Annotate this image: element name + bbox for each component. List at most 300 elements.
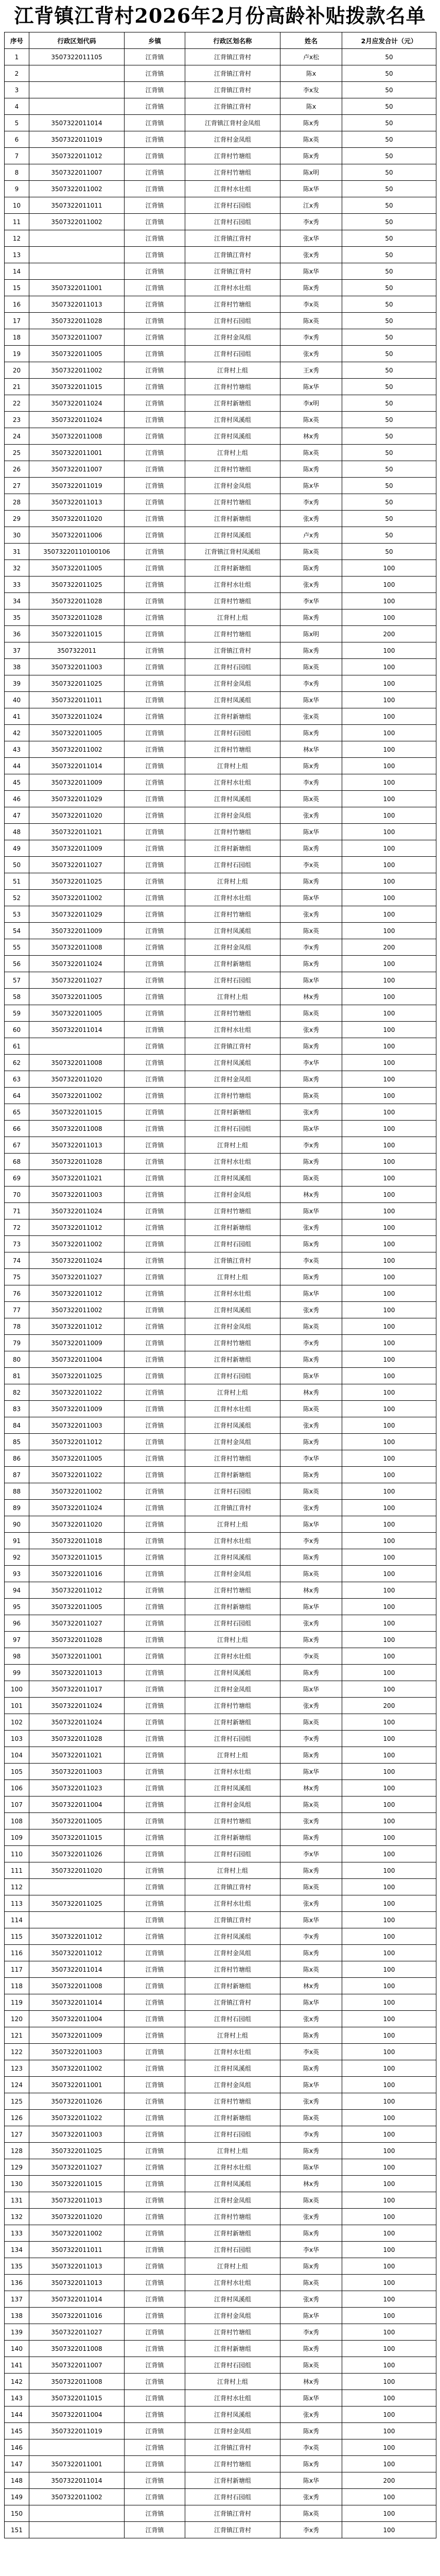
- cell-division-code: 3507322011002: [29, 1483, 125, 1500]
- cell-index: 135: [5, 2258, 29, 2275]
- cell-division-code: 3507322011024: [29, 412, 125, 428]
- cell-name: 李x明: [280, 395, 342, 412]
- table-row: [5, 2159, 436, 2176]
- cell-division-name: 江背村竹塘组: [185, 1582, 280, 1599]
- cell-division-code: [29, 2522, 125, 2538]
- table-row: [5, 2143, 436, 2159]
- table-row: [5, 1599, 436, 1615]
- cell-township: 江背镇: [125, 362, 185, 379]
- cell-amount: 100: [342, 1945, 436, 1961]
- cell-division-code: 3507322011014: [29, 1961, 125, 1978]
- cell-division-name: 江背村水壮组: [185, 774, 280, 791]
- cell-township: 江背镇: [125, 2093, 185, 2110]
- cell-index: 132: [5, 2209, 29, 2225]
- cell-division-name: 江背镇江背村: [185, 247, 280, 263]
- cell-name: 李x华: [280, 593, 342, 609]
- cell-name: 陈x英: [280, 791, 342, 807]
- cell-division-name: 江背村金凤组: [185, 1071, 280, 1088]
- cell-division-name: 江背村新塘组: [185, 1351, 280, 1368]
- cell-index: 98: [5, 1648, 29, 1665]
- cell-division-code: 3507322011005: [29, 1599, 125, 1615]
- cell-amount: 100: [342, 1187, 436, 1203]
- cell-amount: 50: [342, 395, 436, 412]
- cell-amount: 100: [342, 923, 436, 939]
- table-row: [5, 2060, 436, 2077]
- cell-name: 李x秀: [280, 774, 342, 791]
- cell-township: 江背镇: [125, 1698, 185, 1714]
- cell-name: 张x秀: [280, 346, 342, 362]
- cell-division-code: 3507322011012: [29, 1582, 125, 1599]
- cell-township: 江背镇: [125, 1467, 185, 1483]
- cell-amount: 100: [342, 2374, 436, 2390]
- cell-index: 51: [5, 873, 29, 890]
- cell-township: 江背镇: [125, 478, 185, 494]
- table-row: [5, 1912, 436, 1928]
- cell-amount: 100: [342, 1055, 436, 1071]
- table-row: [5, 230, 436, 247]
- table-row: [5, 972, 436, 989]
- table-row: [5, 1879, 436, 1895]
- cell-amount: 100: [342, 1978, 436, 1994]
- cell-division-name: 江背村石园组: [185, 1731, 280, 1747]
- cell-name: 李x秀: [280, 939, 342, 956]
- cell-index: 91: [5, 1533, 29, 1549]
- table-row: [5, 1252, 436, 1269]
- header-amount: 2月应发合计（元）: [342, 32, 436, 49]
- cell-name: 陈x秀: [280, 1236, 342, 1252]
- cell-index: 74: [5, 1252, 29, 1269]
- cell-division-code: 3507322011024: [29, 1714, 125, 1731]
- cell-township: 江背镇: [125, 741, 185, 758]
- cell-division-code: 3507322011022: [29, 1384, 125, 1401]
- cell-name: 陈x秀: [280, 642, 342, 659]
- cell-township: 江背镇: [125, 494, 185, 511]
- cell-index: 8: [5, 164, 29, 181]
- table-row: [5, 1698, 436, 1714]
- cell-division-code: 3507322011028: [29, 593, 125, 609]
- cell-division-name: 江背村凤溪组: [185, 2406, 280, 2423]
- cell-name: 陈x秀: [280, 1351, 342, 1368]
- cell-name: 张x秀: [280, 1219, 342, 1236]
- cell-division-name: 江背镇江背村: [185, 1912, 280, 1928]
- cell-division-code: 3507322011015: [29, 2390, 125, 2406]
- table-row: [5, 296, 436, 313]
- cell-amount: 100: [342, 1384, 436, 1401]
- cell-index: 137: [5, 2291, 29, 2308]
- cell-name: 陈x秀: [280, 1549, 342, 1566]
- cell-name: 李x秀: [280, 214, 342, 230]
- cell-name: 陈x英: [280, 1401, 342, 1417]
- cell-index: 100: [5, 1681, 29, 1698]
- table-row: [5, 1846, 436, 1862]
- cell-division-name: 江背村金凤组: [185, 1318, 280, 1335]
- cell-division-name: 江背村石园组: [185, 972, 280, 989]
- cell-amount: 100: [342, 1005, 436, 1022]
- cell-name: 陈x秀: [280, 609, 342, 626]
- cell-name: 陈x华: [280, 1764, 342, 1780]
- cell-index: 94: [5, 1582, 29, 1599]
- table-row: [5, 1055, 436, 1071]
- cell-amount: 100: [342, 2126, 436, 2143]
- cell-name: 李x英: [280, 2044, 342, 2060]
- cell-index: 39: [5, 675, 29, 692]
- cell-index: 33: [5, 577, 29, 593]
- cell-amount: 50: [342, 181, 436, 197]
- cell-index: 30: [5, 527, 29, 544]
- cell-division-name: 江背村新塘组: [185, 1467, 280, 1483]
- cell-township: 江背镇: [125, 1731, 185, 1747]
- cell-amount: 100: [342, 906, 436, 923]
- cell-division-name: 江背村新塘组: [185, 1978, 280, 1994]
- cell-name: 张x秀: [280, 1895, 342, 1912]
- cell-amount: 100: [342, 1137, 436, 1154]
- cell-township: 江背镇: [125, 1055, 185, 1071]
- cell-name: 张x秀: [280, 1022, 342, 1038]
- cell-name: 陈x秀: [280, 725, 342, 741]
- cell-division-name: 江背镇江背村凤溪组: [185, 544, 280, 560]
- cell-division-name: 江背村新塘组: [185, 2472, 280, 2489]
- cell-township: 江背镇: [125, 247, 185, 263]
- cell-division-name: 江背村凤溪组: [185, 1170, 280, 1187]
- table-row: [5, 1500, 436, 1516]
- cell-amount: 100: [342, 1566, 436, 1582]
- cell-name: 张x秀: [280, 1813, 342, 1829]
- table-row: [5, 560, 436, 577]
- cell-amount: 200: [342, 2472, 436, 2489]
- cell-name: 李x秀: [280, 1533, 342, 1549]
- cell-amount: 50: [342, 280, 436, 296]
- cell-name: 陈x秀: [280, 2060, 342, 2077]
- cell-division-name: 江背村金凤组: [185, 131, 280, 148]
- cell-name: 李x秀: [280, 1928, 342, 1945]
- cell-division-name: 江背村竹塘组: [185, 2093, 280, 2110]
- cell-township: 江背镇: [125, 1401, 185, 1417]
- table-row: [5, 1632, 436, 1648]
- cell-division-code: 3507322011012: [29, 1945, 125, 1961]
- cell-division-name: 江背村水壮组: [185, 1285, 280, 1302]
- cell-name: 张x秀: [280, 2291, 342, 2308]
- cell-amount: 100: [342, 659, 436, 675]
- table-row: [5, 741, 436, 758]
- cell-township: 江背镇: [125, 791, 185, 807]
- cell-township: 江背镇: [125, 1615, 185, 1632]
- cell-township: 江背镇: [125, 890, 185, 906]
- document-title: 江背镇江背村2026年2月份高龄补贴拨款名单: [14, 4, 426, 27]
- cell-index: 126: [5, 2110, 29, 2126]
- table-row: [5, 2406, 436, 2423]
- cell-index: 123: [5, 2060, 29, 2077]
- cell-name: 陈x英: [280, 544, 342, 560]
- cell-name: 陈x秀: [280, 148, 342, 164]
- cell-index: 113: [5, 1895, 29, 1912]
- cell-division-code: 3507322011014: [29, 2472, 125, 2489]
- cell-division-code: 3507322011005: [29, 989, 125, 1005]
- cell-name: 陈x英: [280, 923, 342, 939]
- cell-division-code: 3507322011012: [29, 1434, 125, 1450]
- cell-index: 37: [5, 642, 29, 659]
- cell-name: 李x秀: [280, 2126, 342, 2143]
- table-row: [5, 329, 436, 346]
- cell-name: 陈x秀: [280, 1434, 342, 1450]
- cell-name: 张x秀: [280, 1302, 342, 1318]
- cell-division-code: 3507322011008: [29, 1978, 125, 1994]
- cell-amount: 100: [342, 774, 436, 791]
- cell-township: 江背镇: [125, 1203, 185, 1219]
- cell-township: 江背镇: [125, 2406, 185, 2423]
- cell-amount: 100: [342, 1500, 436, 1516]
- cell-amount: 100: [342, 2456, 436, 2472]
- cell-division-name: 江背村新塘组: [185, 2225, 280, 2242]
- cell-township: 江背镇: [125, 2242, 185, 2258]
- cell-index: 38: [5, 659, 29, 675]
- cell-division-name: 江背村竹塘组: [185, 148, 280, 164]
- cell-index: 134: [5, 2242, 29, 2258]
- cell-name: 李x秀: [280, 675, 342, 692]
- table-row: [5, 824, 436, 840]
- cell-division-code: 3507322011009: [29, 774, 125, 791]
- cell-index: 147: [5, 2456, 29, 2472]
- cell-division-name: 江背村上组: [185, 362, 280, 379]
- cell-name: 陈x华: [280, 263, 342, 280]
- cell-division-name: 江背镇江背村: [185, 2505, 280, 2522]
- cell-division-code: 3507322011025: [29, 1368, 125, 1384]
- cell-index: 106: [5, 1780, 29, 1797]
- subsidy-table: [4, 32, 436, 2538]
- cell-name: 卢x松: [280, 49, 342, 65]
- cell-index: 53: [5, 906, 29, 923]
- cell-division-code: 3507322011001: [29, 2456, 125, 2472]
- table-row: [5, 2505, 436, 2522]
- cell-division-name: 江背村新塘组: [185, 1599, 280, 1615]
- cell-amount: 100: [342, 956, 436, 972]
- cell-amount: 100: [342, 741, 436, 758]
- cell-index: 127: [5, 2126, 29, 2143]
- table-row: [5, 2472, 436, 2489]
- cell-amount: 100: [342, 1269, 436, 1285]
- table-row: [5, 1137, 436, 1154]
- cell-index: 9: [5, 181, 29, 197]
- cell-division-name: 江背村石园组: [185, 2011, 280, 2027]
- cell-amount: 100: [342, 2341, 436, 2357]
- cell-township: 江背镇: [125, 2258, 185, 2275]
- cell-index: 61: [5, 1038, 29, 1055]
- cell-division-name: 江背村竹塘组: [185, 2324, 280, 2341]
- cell-township: 江背镇: [125, 296, 185, 313]
- cell-amount: 100: [342, 2390, 436, 2406]
- cell-division-code: 3507322011007: [29, 2357, 125, 2374]
- table-row: [5, 1549, 436, 1566]
- cell-township: 江背镇: [125, 1599, 185, 1615]
- table-row: [5, 478, 436, 494]
- cell-township: 江背镇: [125, 1780, 185, 1797]
- cell-division-name: 江背村竹塘组: [185, 626, 280, 642]
- cell-township: 江背镇: [125, 2324, 185, 2341]
- cell-name: 陈x秀: [280, 873, 342, 890]
- table-row: [5, 1681, 436, 1698]
- cell-amount: 100: [342, 708, 436, 725]
- cell-township: 江背镇: [125, 1434, 185, 1450]
- table-row: [5, 82, 436, 98]
- cell-index: 128: [5, 2143, 29, 2159]
- table-row: [5, 2423, 436, 2439]
- cell-amount: 100: [342, 1516, 436, 1533]
- cell-amount: 50: [342, 362, 436, 379]
- cell-division-name: 江背村新塘组: [185, 1714, 280, 1731]
- cell-township: 江背镇: [125, 2077, 185, 2093]
- cell-township: 江背镇: [125, 1797, 185, 1813]
- cell-township: 江背镇: [125, 1137, 185, 1154]
- cell-index: 22: [5, 395, 29, 412]
- cell-division-code: [29, 1912, 125, 1928]
- cell-amount: 50: [342, 214, 436, 230]
- cell-amount: 50: [342, 461, 436, 478]
- cell-index: 43: [5, 741, 29, 758]
- table-row: [5, 1895, 436, 1912]
- cell-division-code: 3507322011029: [29, 791, 125, 807]
- cell-amount: 100: [342, 609, 436, 626]
- cell-division-code: 3507322011004: [29, 1797, 125, 1813]
- cell-name: 陈x华: [280, 1516, 342, 1533]
- cell-township: 江背镇: [125, 2044, 185, 2060]
- cell-division-code: 3507322011013: [29, 494, 125, 511]
- cell-township: 江背镇: [125, 346, 185, 362]
- cell-index: 90: [5, 1516, 29, 1533]
- cell-name: 陈x英: [280, 1318, 342, 1335]
- cell-index: 130: [5, 2176, 29, 2192]
- cell-index: 89: [5, 1500, 29, 1516]
- cell-division-name: 江背村竹塘组: [185, 1813, 280, 1829]
- cell-division-code: 3507322011007: [29, 329, 125, 346]
- cell-township: 江背镇: [125, 115, 185, 131]
- cell-amount: 50: [342, 263, 436, 280]
- cell-division-code: 3507322011027: [29, 1615, 125, 1632]
- cell-township: 江背镇: [125, 82, 185, 98]
- cell-name: 李x秀: [280, 2522, 342, 2538]
- cell-township: 江背镇: [125, 1846, 185, 1862]
- cell-name: 卢x秀: [280, 527, 342, 544]
- table-row: [5, 1829, 436, 1846]
- cell-division-name: 江背村水壮组: [185, 577, 280, 593]
- cell-amount: 100: [342, 1731, 436, 1747]
- cell-index: 77: [5, 1302, 29, 1318]
- cell-amount: 100: [342, 2027, 436, 2044]
- table-row: [5, 1203, 436, 1219]
- cell-township: 江背镇: [125, 873, 185, 890]
- cell-name: 陈x英: [280, 131, 342, 148]
- cell-name: 李x英: [280, 857, 342, 873]
- cell-index: 5: [5, 115, 29, 131]
- cell-township: 江背镇: [125, 1632, 185, 1648]
- cell-amount: 50: [342, 65, 436, 82]
- cell-division-name: 江背村凤溪组: [185, 412, 280, 428]
- cell-division-name: 江背村金凤组: [185, 2308, 280, 2324]
- cell-division-code: 3507322011024: [29, 956, 125, 972]
- cell-index: 12: [5, 230, 29, 247]
- table-row: [5, 247, 436, 263]
- cell-name: 张x秀: [280, 2209, 342, 2225]
- table-row: [5, 1566, 436, 1582]
- cell-index: 11: [5, 214, 29, 230]
- cell-amount: 100: [342, 2242, 436, 2258]
- cell-division-name: 江背镇江背村: [185, 2522, 280, 2538]
- cell-amount: 100: [342, 2505, 436, 2522]
- cell-division-name: 江背村凤溪组: [185, 1549, 280, 1566]
- cell-index: 79: [5, 1335, 29, 1351]
- cell-division-name: 江背村凤溪组: [185, 2291, 280, 2308]
- cell-amount: 100: [342, 1582, 436, 1599]
- cell-division-code: 3507322011012: [29, 1285, 125, 1302]
- cell-name: 陈x秀: [280, 560, 342, 577]
- table-row: [5, 1450, 436, 1467]
- cell-name: 李x秀: [280, 1335, 342, 1351]
- cell-division-name: 江背村上组: [185, 2258, 280, 2275]
- cell-township: 江背镇: [125, 2489, 185, 2505]
- cell-name: 陈x秀: [280, 2423, 342, 2439]
- cell-township: 江背镇: [125, 2472, 185, 2489]
- cell-division-code: 3507322011002: [29, 362, 125, 379]
- cell-division-code: 3507322011001: [29, 280, 125, 296]
- table-row: [5, 313, 436, 329]
- cell-amount: 100: [342, 2423, 436, 2439]
- cell-name: 李x英: [280, 296, 342, 313]
- cell-township: 江背镇: [125, 263, 185, 280]
- cell-division-code: 3507322011002: [29, 1236, 125, 1252]
- cell-division-code: 3507322011020: [29, 511, 125, 527]
- cell-division-code: 3507322011012: [29, 1219, 125, 1236]
- cell-name: 李x秀: [280, 494, 342, 511]
- cell-index: 112: [5, 1879, 29, 1895]
- cell-amount: 50: [342, 445, 436, 461]
- cell-township: 江背镇: [125, 1879, 185, 1895]
- cell-division-code: 3507322011028: [29, 1154, 125, 1170]
- cell-index: 18: [5, 329, 29, 346]
- cell-index: 47: [5, 807, 29, 824]
- cell-division-code: 3507322011013: [29, 296, 125, 313]
- cell-amount: 50: [342, 131, 436, 148]
- table-row: [5, 181, 436, 197]
- cell-township: 江背镇: [125, 1071, 185, 1088]
- cell-township: 江背镇: [125, 1829, 185, 1846]
- table-row: [5, 1022, 436, 1038]
- cell-township: 江背镇: [125, 774, 185, 791]
- cell-amount: 100: [342, 2439, 436, 2456]
- cell-index: 24: [5, 428, 29, 445]
- cell-amount: 100: [342, 2291, 436, 2308]
- cell-division-name: 江背村上组: [185, 1632, 280, 1648]
- cell-division-code: 3507322011025: [29, 1895, 125, 1912]
- cell-township: 江背镇: [125, 65, 185, 82]
- table-row: [5, 2044, 436, 2060]
- cell-index: 119: [5, 1994, 29, 2011]
- cell-township: 江背镇: [125, 1681, 185, 1698]
- cell-division-code: 35073220110100106: [29, 544, 125, 560]
- cell-index: 70: [5, 1187, 29, 1203]
- cell-index: 85: [5, 1434, 29, 1450]
- cell-division-code: 3507322011105: [29, 49, 125, 65]
- cell-division-name: 江背村金凤组: [185, 1681, 280, 1698]
- cell-division-name: 江背村水壮组: [185, 181, 280, 197]
- cell-division-name: 江背镇江背村: [185, 642, 280, 659]
- cell-township: 江背镇: [125, 1764, 185, 1780]
- cell-name: 陈x秀: [280, 461, 342, 478]
- cell-name: 陈x英: [280, 1566, 342, 1582]
- table-row: [5, 1731, 436, 1747]
- cell-amount: 100: [342, 1285, 436, 1302]
- cell-division-name: 江背村凤溪组: [185, 1055, 280, 1071]
- cell-amount: 50: [342, 313, 436, 329]
- cell-name: 陈x秀: [280, 280, 342, 296]
- cell-amount: 100: [342, 1318, 436, 1335]
